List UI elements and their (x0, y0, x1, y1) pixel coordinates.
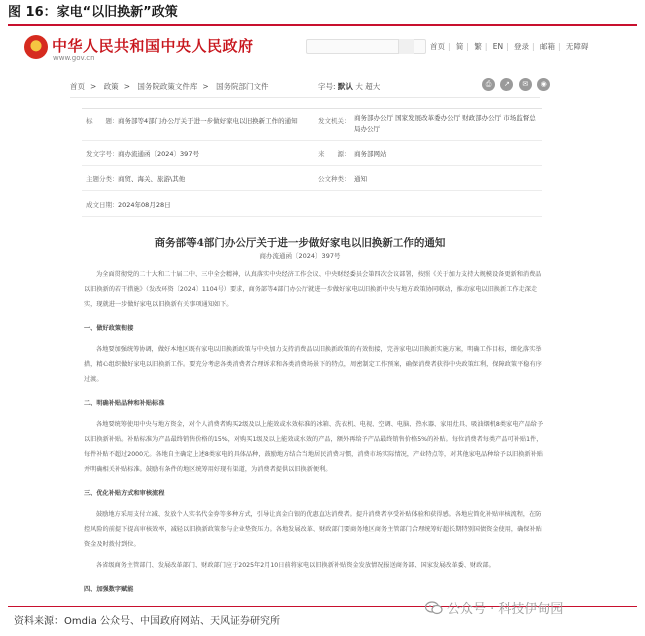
meta-value: 通知 (354, 175, 367, 183)
meta-label: 标 题： (86, 117, 119, 125)
section-heading: 四、加强数字赋能 (84, 586, 134, 593)
meta-value: 商办流通函〔2024〕397号 (118, 150, 199, 158)
nav-login[interactable]: 登录 (514, 42, 530, 51)
national-emblem-icon (24, 35, 48, 59)
meta-value: 商务部办公厅 国家发展改革委办公厅 财政部办公厅 市场监督总局办公厅 (354, 114, 536, 133)
share-buttons (482, 78, 553, 91)
meta-label: 发文字号： (86, 150, 119, 158)
meta-label: 公文种类： (318, 175, 351, 183)
nav-mail[interactable]: 邮箱 (539, 42, 555, 51)
watermark-text: 公众号 · 科技伊甸园 (447, 602, 564, 617)
breadcrumb: 首页 > 政策 > 国务院政策文件库 > 国务院部门文件 字号: 默认 大 超大 ⎙ ↗ ✉ ◉ (70, 76, 540, 98)
font-size-label: 字号: (318, 82, 336, 91)
site-url: www.gov.cn (53, 54, 95, 62)
breadcrumb-dept-docs[interactable]: 国务院部门文件 (216, 82, 269, 91)
meta-row (82, 191, 542, 217)
top-nav: 首页 | 简 | 繁 | EN | 登录 | 邮箱 | 无障碍 (430, 42, 589, 51)
nav-accessibility[interactable]: 无障碍 (565, 42, 589, 51)
meta-row (82, 109, 542, 141)
meta-label: 来 源： (318, 150, 351, 158)
meta-label: 发文机关： (318, 117, 351, 125)
meta-label: 主题分类： (86, 175, 119, 183)
meta-value: 商务部等4部门办公厅关于进一步做好家电以旧换新工作的通知 (118, 117, 298, 125)
search-icon[interactable] (398, 39, 414, 54)
section-heading: 二、明确补贴品种和补贴标准 (84, 400, 165, 407)
nav-english[interactable]: EN (492, 42, 504, 51)
weibo-icon[interactable]: ◉ (537, 78, 550, 91)
figure-caption: 图 16：家电“以旧换新”政策 (8, 5, 178, 20)
body-paragraph: 为全面贯彻党的二十大和二十届二中、三中全会精神，认真落实中央经济工作会议、中央财经委员会第四次会议部署，按照《关于加力支持大规模设备更新和消费品以旧换新的若干措施》（发改环资〔2024〕1104号）要求，商务部等4部门办公厅就进一步做好家电以旧换新中央与地方政策协同联动，推动家电以旧换新工作走深走实，现就进一步做好家电以旧换新有关事项通知如下。 (84, 271, 542, 308)
body-paragraph: 各地要统筹使用中央与地方资金，对个人消费者购买2级及以上能效或水效标准的冰箱、洗衣机、电视、空调、电脑、热水器、家用灶具、吸油烟机8类家电产品给予以旧换新补贴。补贴标准为产品最终销售价格的15%，对购买1级及以上能效或水效的产品，额外再给予产品最终销售价格5%的补贴。每位消费者每类产品可补贴1件，每件补贴不超过2000元。各地自主确定上述8类家电的具体品种，鼓励地方结合当地居民消费习惯，消费市场实际情况，产业特点等，对其他家电品种给予以旧换新补贴并明确相关补贴标准。鼓励有条件的地区统筹用好现有渠道，为消费者提供以旧换新便利。 (84, 421, 544, 473)
breadcrumb-home[interactable]: 首页 (70, 82, 85, 91)
font-size-xlarge[interactable]: 超大 (365, 82, 381, 91)
section-heading: 一、做好政策衔接 (84, 325, 134, 332)
breadcrumb-library[interactable]: 国务院政策文件库 (137, 82, 198, 91)
nav-home[interactable]: 首页 (430, 42, 445, 51)
breadcrumb-policy[interactable]: 政策 (103, 82, 119, 91)
document-number: 商办流通函〔2024〕397号 (259, 252, 341, 260)
nav-simplified[interactable]: 简 (455, 42, 464, 51)
document-metadata-table (82, 108, 542, 216)
document-title: 商务部等4部门办公厅关于进一步做好家电以旧换新工作的通知 (154, 237, 446, 249)
site-title[interactable]: 中华人民共和国中央人民政府 (52, 37, 254, 55)
font-size-default[interactable]: 默认 (337, 82, 353, 91)
section-heading: 三、优化补贴方式和审核流程 (84, 490, 165, 497)
body-paragraph: 鼓励地方采用支付立减、发放个人实名代金券等多种方式，引导让真金白银的优惠直达消费者。提升消费者享受补贴体验和获得感。各地应简化补贴审核流程，在防控风险的前提下提高审核效率，减轻以旧换新政策参与企业垫资压力。各地发展改革、财政部门要商务地区商务主管部门合理统筹好超长期特别国债资金使用，确保补贴资金及时拨付到位。 (84, 511, 542, 548)
caption-divider (8, 24, 637, 26)
nav-traditional[interactable]: 繁 (474, 42, 482, 51)
meta-row (82, 166, 542, 191)
meta-value: 商贸、海关、旅游\其他 (118, 175, 186, 183)
wechat-icon (425, 601, 443, 615)
site-header (20, 30, 620, 72)
meta-value: 2024年08月28日 (118, 201, 171, 209)
meta-value: 商务部网站 (354, 150, 387, 158)
font-size-large[interactable]: 大 (355, 82, 363, 91)
gov-webpage-screenshot (20, 30, 620, 602)
meta-row (82, 141, 542, 166)
print-icon[interactable]: ⎙ (482, 78, 495, 91)
body-paragraph: 各地要加强统筹协调，做好本地区既有家电以旧换新政策与中央加力支持消费品以旧换新政策的有效衔接，完善家电以旧换新实施方案，明确工作目标，细化落实举措，精心组织做好家电以旧换新工作。要充分考虑各类消费者合理诉求和各类消费场景下的特点，周密制定工作预案，确保消费者获得中央政策红利，保障政策平稳有序过渡。 (84, 346, 542, 383)
document-body (84, 267, 544, 602)
source-note: 资料来源：Omdia 公众号、中国政府网站、天风证券研究所 (14, 616, 281, 627)
share-icon[interactable]: ↗ (500, 78, 513, 91)
meta-label: 成文日期： (86, 201, 119, 209)
font-size-control (318, 81, 380, 92)
wechat-icon[interactable]: ✉ (519, 78, 532, 91)
watermark (425, 598, 563, 617)
body-paragraph: 各省级商务主管部门、发展改革部门、财政部门应于2025年2月10日前将家电以旧换新补贴资金发放情况报送商务部、国家发展改革委、财政部。 (96, 562, 495, 569)
